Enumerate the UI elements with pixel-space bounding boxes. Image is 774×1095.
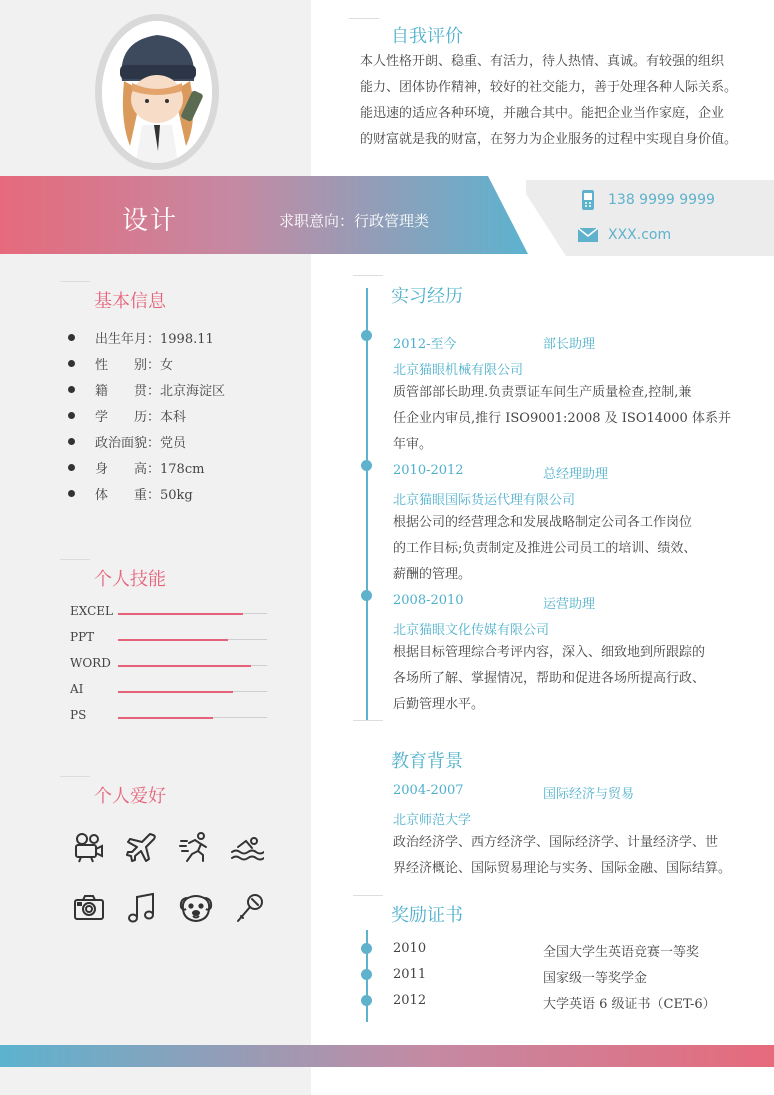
award-year: 2011	[393, 967, 427, 982]
airplane-icon	[126, 831, 158, 863]
bullet-icon	[68, 360, 75, 367]
email-address[interactable]: XXX.com	[608, 227, 672, 243]
job-description-line: 的工作目标;负责制定及推进公司员工的培训、绩效、	[393, 541, 697, 556]
job-period: 2012-至今	[393, 337, 457, 352]
education-period: 2004-2007	[393, 783, 464, 798]
timeline-dot	[361, 460, 372, 471]
timeline-dot	[361, 590, 372, 601]
candidate-name: 设计	[122, 206, 179, 236]
skill-level-bar	[118, 691, 233, 693]
phone-row	[578, 190, 715, 210]
timeline-dot	[361, 969, 372, 980]
header-band	[0, 176, 528, 254]
education-major: 国际经济与贸易	[543, 787, 635, 802]
skill-row	[70, 601, 270, 627]
job-intention: 求职意向：行政管理类	[279, 212, 430, 230]
self-eval-line: 能迅速的适应各种环境，并融合其中。能把企业当作家庭，企业	[360, 106, 725, 121]
bullet-icon	[68, 334, 75, 341]
job-company: 北京猫眼文化传媒有限公司	[393, 623, 550, 638]
job-description-line: 薪酬的管理。	[393, 567, 472, 582]
awards-title: 奖励证书	[391, 905, 463, 926]
skill-label: WORD	[70, 656, 111, 670]
section-divider	[353, 275, 383, 276]
phone-number: 138 9999 9999	[608, 192, 715, 208]
basic-info-title: 基本信息	[94, 291, 166, 312]
job-description	[393, 510, 733, 588]
job-role: 部长助理	[543, 337, 596, 352]
self-eval-title: 自我评价	[391, 26, 463, 47]
skill-label: AI	[70, 682, 84, 696]
list-item	[68, 428, 225, 454]
job-description-line: 质管部部长助理.负责票证车间生产质量检查,控制,兼	[393, 385, 692, 400]
skill-level-bar	[118, 717, 213, 719]
education-courses-line: 界经济概论、国际贸易理论与实务、国际金融、国际结算。	[393, 861, 732, 876]
movie-camera-icon	[73, 831, 105, 863]
education-school: 北京师范大学	[393, 813, 472, 828]
info-text: 籍 贯：北京海淀区	[95, 383, 226, 399]
award-name: 国家级一等奖学金	[543, 971, 648, 986]
camera-icon	[73, 892, 105, 924]
award-year: 2012	[393, 993, 427, 1008]
skill-label: PS	[70, 708, 87, 722]
hobbies-title: 个人爱好	[94, 786, 166, 807]
job-description-line: 年审。	[393, 437, 433, 452]
info-text: 性 别：女	[95, 357, 174, 373]
info-text: 学 历：本科	[95, 409, 187, 425]
skill-level-bar	[118, 613, 243, 615]
skill-row	[70, 627, 270, 653]
info-text: 体 重：50kg	[95, 487, 193, 503]
job-description-line: 根据公司的经营理念和发展战略制定公司各工作岗位	[393, 515, 693, 530]
bullet-icon	[68, 490, 75, 497]
skill-row	[70, 653, 270, 679]
section-divider	[60, 776, 90, 777]
info-text: 政治面貌：党员	[95, 435, 187, 451]
list-item	[68, 324, 225, 350]
info-text: 出生年月：1998.11	[95, 331, 214, 347]
award-name: 全国大学生英语竞赛一等奖	[543, 945, 700, 960]
basic-info-list	[68, 324, 225, 506]
skill-label: PPT	[70, 630, 95, 644]
section-divider	[60, 281, 90, 282]
job-company: 北京猫眼国际货运代理有限公司	[393, 493, 576, 508]
job-description-line: 各场所了解、掌握情况，帮助和促进各场所提高行政、	[393, 671, 706, 686]
job-role: 总经理助理	[543, 467, 609, 482]
skill-track	[118, 613, 267, 614]
job-company: 北京猫眼机械有限公司	[393, 363, 524, 378]
skill-track	[118, 665, 267, 666]
list-item	[68, 454, 225, 480]
list-item	[68, 480, 225, 506]
self-eval-line: 能力、团体协作精神，较好的社交能力，善于处理各种人际关系。	[360, 80, 738, 95]
swimming-icon	[230, 831, 262, 863]
avatar-illustration	[102, 21, 212, 163]
list-item	[68, 402, 225, 428]
self-eval-line: 的财富就是我的财富，在努力为企业服务的过程中实现自身价值。	[360, 132, 738, 147]
self-eval-line: 本人性格开朗、稳重、有活力，待人热情、真诚。有较强的组织	[360, 54, 725, 69]
music-note-icon	[126, 892, 158, 924]
skill-level-bar	[118, 665, 251, 667]
self-eval-text	[360, 49, 760, 153]
bullet-icon	[68, 386, 75, 393]
experience-title: 实习经历	[391, 286, 463, 307]
list-item	[68, 350, 225, 376]
info-text: 身 高：178cm	[95, 461, 205, 477]
timeline-dot	[361, 330, 372, 341]
skill-track	[118, 639, 267, 640]
mobile-phone-icon	[578, 190, 598, 210]
list-item	[68, 376, 225, 402]
experience-timeline	[366, 288, 368, 720]
job-period: 2008-2010	[393, 593, 464, 608]
award-year: 2010	[393, 941, 427, 956]
education-courses-line: 政治经济学、西方经济学、国际经济学、计量经济学、世	[393, 835, 719, 850]
section-divider	[353, 895, 383, 896]
education-courses	[393, 830, 753, 882]
bullet-icon	[68, 412, 75, 419]
award-name: 大学英语 6 级证书（CET-6）	[543, 997, 716, 1012]
envelope-icon	[578, 225, 598, 245]
job-description-line: 任企业内审员,推行 ISO9001:2008 及 ISO14000 体系并	[393, 411, 731, 426]
email-row	[578, 225, 671, 245]
job-description	[393, 380, 733, 458]
skill-track	[118, 691, 267, 692]
section-divider	[60, 559, 90, 560]
running-icon	[179, 831, 211, 863]
skill-row	[70, 679, 270, 705]
microphone-icon	[234, 892, 266, 924]
footer-bar	[0, 1045, 774, 1067]
bullet-icon	[68, 464, 75, 471]
skill-level-bar	[118, 639, 228, 641]
timeline-dot	[361, 995, 372, 1006]
skill-label: EXCEL	[70, 604, 114, 618]
timeline-dot	[361, 943, 372, 954]
section-divider	[349, 18, 379, 19]
job-description-line: 根据目标管理综合考评内容，深入、细致地到所跟踪的	[393, 645, 706, 660]
job-period: 2010-2012	[393, 463, 464, 478]
dog-icon	[179, 892, 211, 924]
skill-row	[70, 705, 270, 731]
avatar	[95, 14, 219, 170]
section-divider	[353, 720, 383, 721]
job-role: 运营助理	[543, 597, 596, 612]
skill-track	[118, 717, 267, 718]
job-description	[393, 640, 733, 718]
education-title: 教育背景	[391, 751, 463, 772]
job-description-line: 后勤管理水平。	[393, 697, 485, 712]
skills-title: 个人技能	[94, 569, 166, 590]
bullet-icon	[68, 438, 75, 445]
